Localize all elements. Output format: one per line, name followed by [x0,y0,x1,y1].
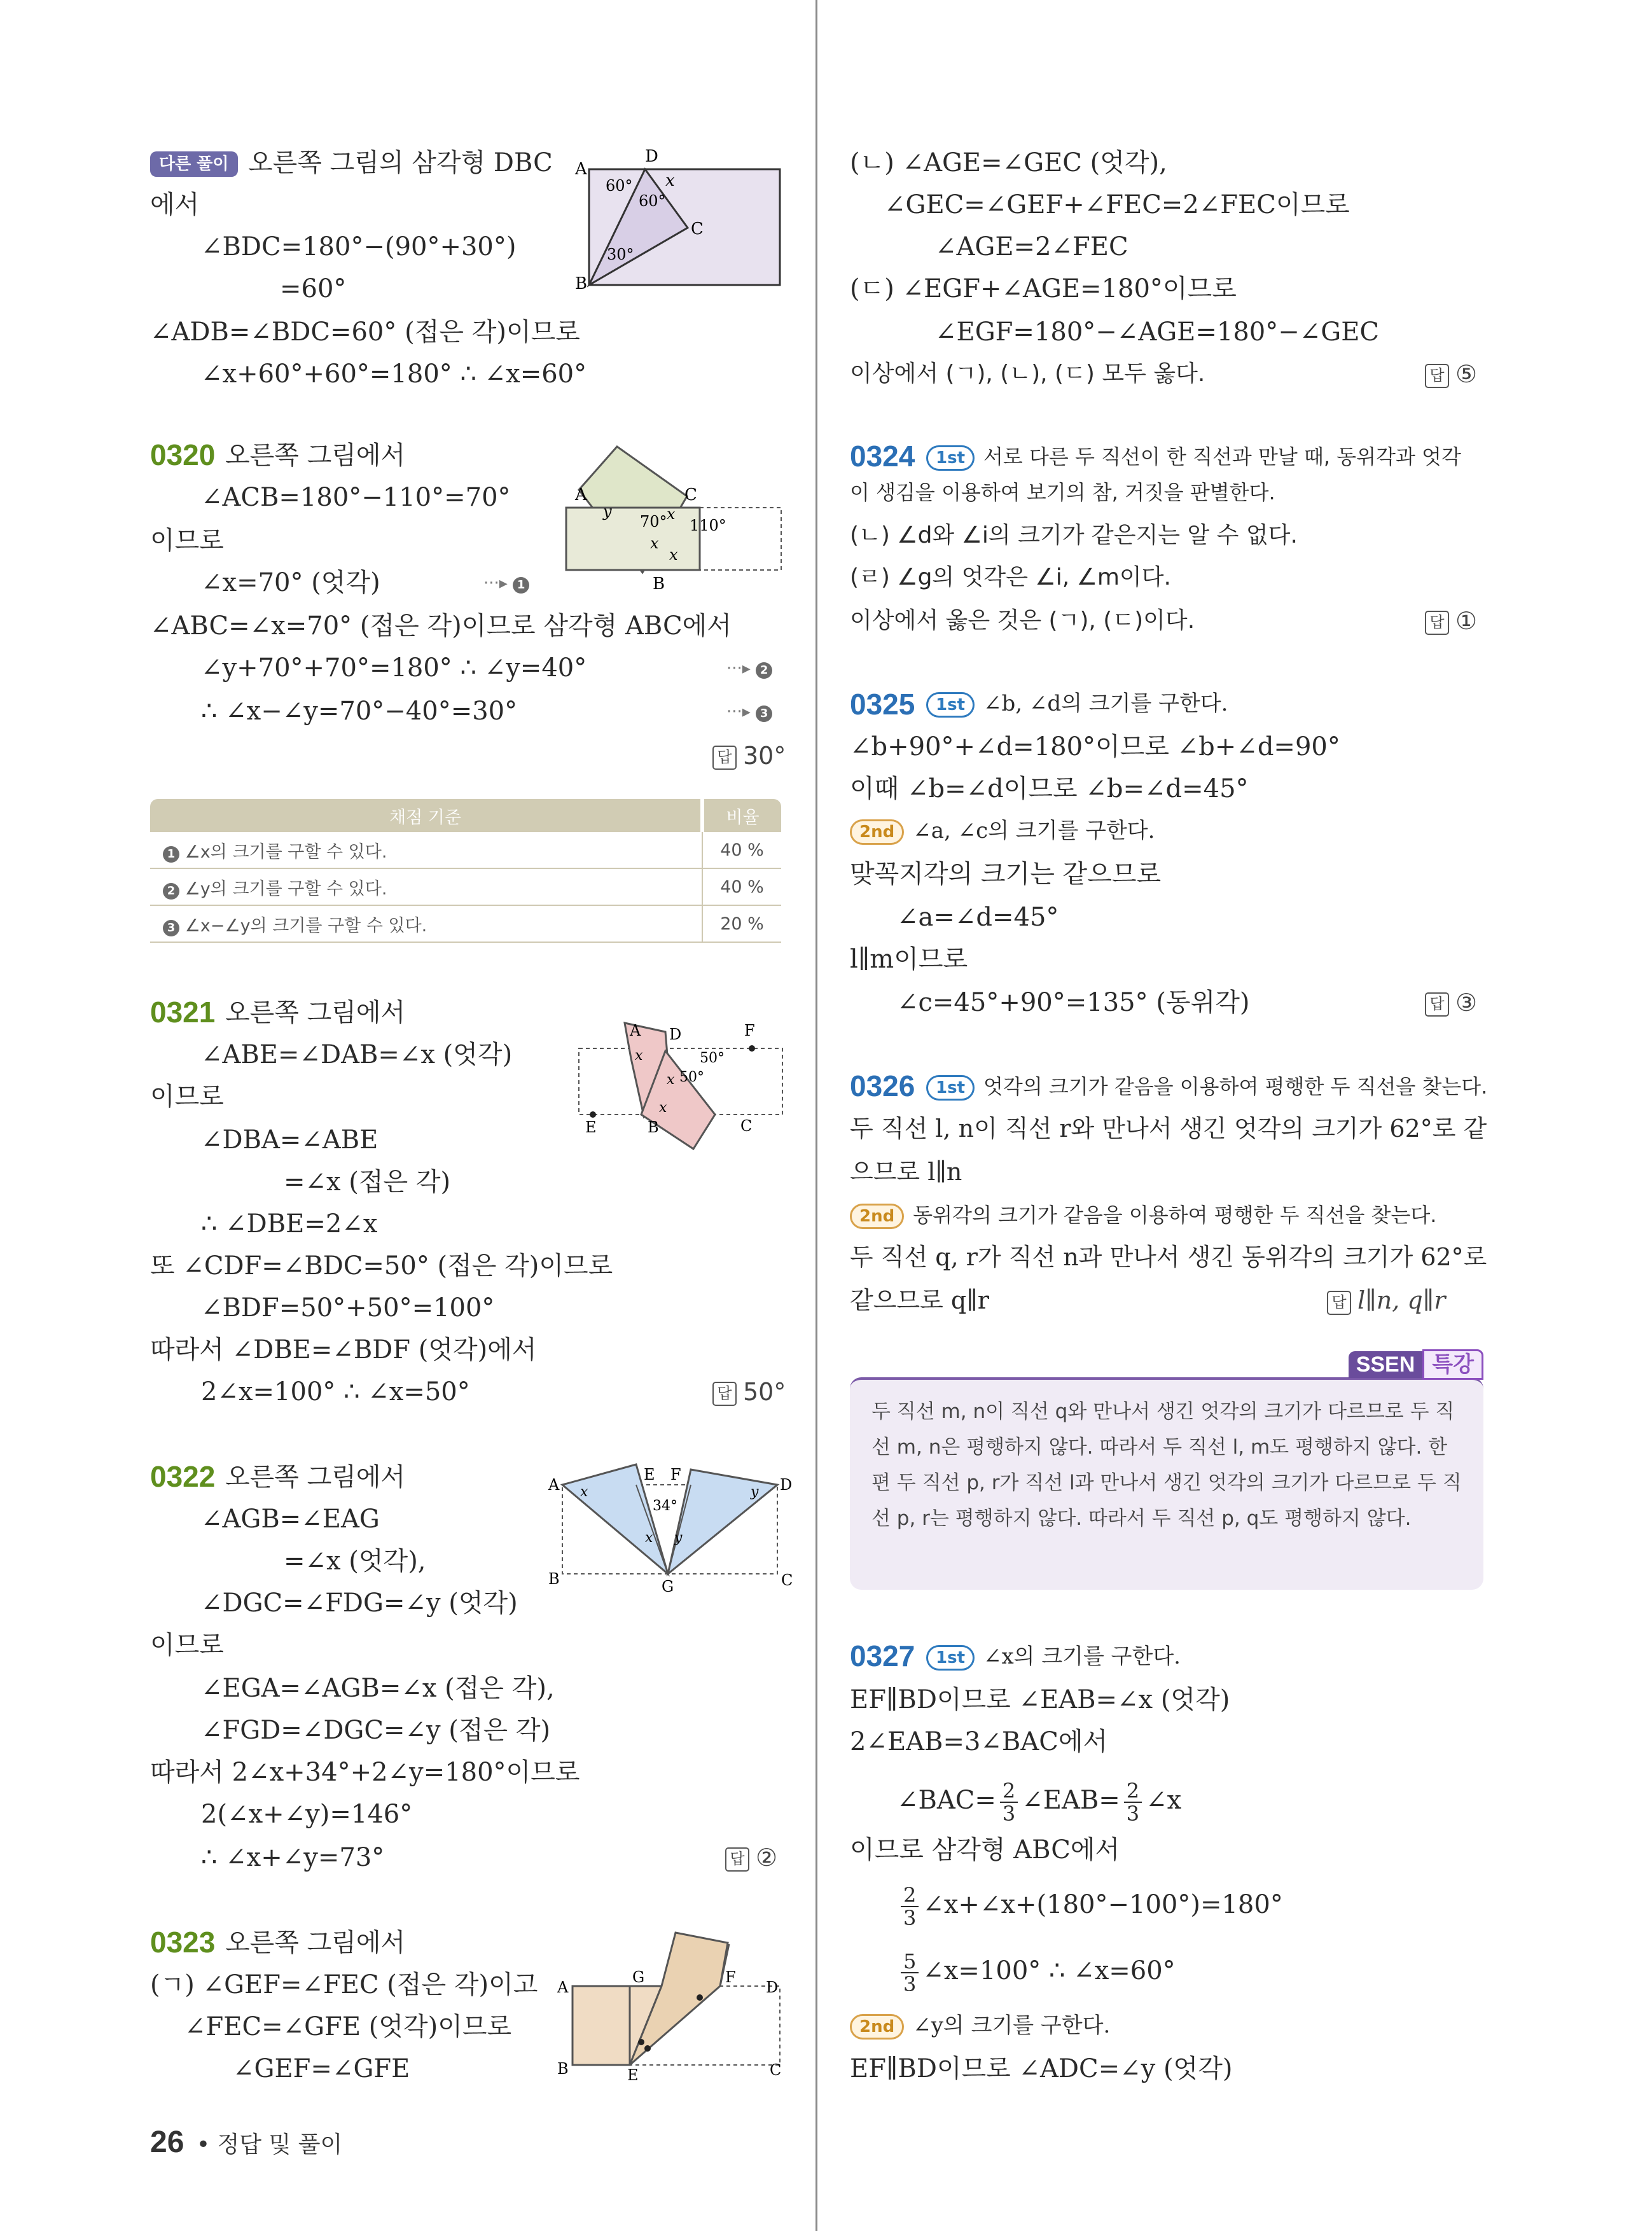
p0325-line: 1st ∠b, ∠d의 크기를 구한다. [926,688,1228,719]
p0327-line: 2nd ∠y의 크기를 구한다. [850,2010,1110,2041]
problem-number: 0320 [150,438,216,471]
p0322-figure [541,1457,793,1597]
label-A: A [575,160,587,179]
label-G: G [662,1578,674,1595]
answer: 답 ① [1425,606,1477,636]
p0325-line: ∠a=∠d=45° [897,903,1059,932]
p0320-line: ∠ABC=∠x=70° (접은 각)이므로 삼각형 ABC에서 [150,611,732,641]
p0321-figure [573,1018,789,1158]
cont-line: (ㄷ) ∠EGF+∠AGE=180°이므로 [850,274,1237,303]
problem-number: 0323 [150,1926,216,1959]
p0327-line: ∠BAC= $\frac{2}{3}$ ∠EAB= $\frac{2}{3}$ ∠x [897,1779,1182,1826]
p0324-line: 이 생김을 이용하여 보기의 참, 거짓을 판별한다. [850,480,1275,504]
p0321-line: 오른쪽 그림에서 [225,998,406,1027]
alt-solution-tag: 다른 풀이 [150,151,238,177]
answer: 답 ② [725,1842,777,1873]
p0324-line: 이상에서 옳은 것은 (ㄱ), (ㄷ)이다. [850,608,1195,634]
p0323-line: ∠GEF=∠GFE [233,2054,410,2083]
label-D: D [766,1978,779,1996]
p0323-line: ∠FEC=∠GFE (엇각)이므로 [184,2012,512,2041]
angle-60: 60° [606,177,633,195]
p0322-line: 2(∠x+∠y)=146° [201,1800,413,1829]
p0323-figure [553,1928,789,2084]
alt-line: ∠x+60°+60°=180° ∴ ∠x=60° [201,359,587,389]
p0327-line: 2∠EAB=3∠BAC에서 [850,1727,1108,1756]
p0325-line: ∠c=45°+90°=135° (동위각) [897,988,1250,1017]
problem-number: 0326 [850,1069,915,1102]
p0321-line: ∴ ∠DBE=2∠x [201,1209,378,1239]
p0326-line: 두 직선 q, r가 직선 n과 만나서 생긴 동위각의 크기가 62°로 [850,1243,1487,1271]
label-E: E [644,1466,655,1484]
ssen-title: SSEN 특강 [1349,1347,1483,1378]
angle-y2: y [674,1530,683,1546]
label-C: C [684,485,697,504]
p0321-line: ∠DBA=∠ABE [201,1125,378,1155]
angle-y: y [751,1484,759,1500]
problem-number: 0327 [850,1639,915,1672]
p0320-line: ∴ ∠x−∠y=70°−40°=30° [201,697,518,726]
label-E: E [585,1118,597,1136]
problem-number: 0322 [150,1460,216,1493]
p0327-line: $\frac{2}{3}$ ∠x+∠x+(180°−100°)=180° [897,1879,1283,1930]
table-row: 3 ∠x−∠y의 크기를 구할 수 있다. 20 % [150,905,781,942]
cont-line: 이상에서 (ㄱ), (ㄴ), (ㄷ) 모두 옳다. [850,361,1205,387]
angle-34: 34° [653,1498,677,1514]
footer-label: 정답 및 풀이 [217,2132,343,2158]
problem-number: 0321 [150,996,216,1029]
label-B: B [653,574,665,594]
p0321-line: =∠x (접은 각) [284,1167,451,1197]
angle-50: 50° [700,1050,725,1066]
p0321-line: 또 ∠CDF=∠BDC=50° (접은 각)이므로 [150,1251,613,1281]
p0322-line: 따라서 2∠x+34°+2∠y=180°이므로 [150,1758,580,1787]
label-B: B [548,1570,560,1588]
p0320-line: ∠ACB=180°−110°=70° [201,483,511,512]
answer: 답 l∥n, q∥r [1327,1285,1445,1316]
label-D: D [645,147,658,166]
label-B: B [575,274,588,293]
p0322-line: 이므로 [150,1630,224,1660]
p0320-line: ∠y+70°+70°=180° ∴ ∠y=40° [201,653,587,683]
p0321-line: ∠ABE=∠DAB=∠x (엇각) [201,1040,513,1069]
p0320-line: 오른쪽 그림에서 [225,441,406,470]
alt-line: =60° [280,274,347,303]
p0321-line: 2∠x=100° ∴ ∠x=50° [201,1377,470,1407]
angle-70: 70° [640,513,667,531]
angle-y: y [603,503,612,520]
p0324-line: (ㄹ) ∠g의 엇각은 ∠i, ∠m이다. [850,564,1171,590]
ssen-text: 두 직선 m, n이 직선 q와 만나서 생긴 엇각의 크기가 다르므로 두 직선 m, n은 평행하지 않다. 따라서 두 직선 l, m도 평행하지 않다. 한편 두 직선 p, r가 직선 l과 만나서 생긴 엇각의 크기가 다르므로 두 직선 p, r는 평행하지 않다. 따라서 두 직선 p, q도 평행하지 않다. [871,1400,1462,1530]
cont-line: ∠AGE=2∠FEC [935,232,1128,261]
p0325-line: 맞꼭지각의 크기는 같으므로 [850,859,1162,889]
label-A: A [575,485,587,504]
alt-line: ∠BDC=180°−(90°+30°) [201,232,517,261]
angle-x2: x [659,1100,667,1116]
cont-line: ∠GEC=∠GEF+∠FEC=2∠FEC이므로 [884,190,1350,219]
label-G: G [632,1968,645,1986]
angle-x: x [667,505,676,523]
alt-line: 에서 [150,190,200,219]
label-B: B [557,2060,569,2078]
p0325-line: 이때 ∠b=∠d이므로 ∠b=∠d=45° [850,774,1249,803]
label-D: D [669,1025,682,1043]
answer: 답 ⑤ [1425,359,1477,389]
p0321-line: 따라서 ∠DBE=∠BDF (엇각)에서 [150,1335,537,1365]
p0326-line: 같으므로 q∥r [850,1286,989,1314]
angle-x3: x [669,546,678,564]
p0323-line: (ㄱ) ∠GEF=∠FEC (접은 각)이고 [150,1970,538,1999]
angle-x: x [580,1484,588,1500]
angle-x: x [665,171,675,190]
column-divider [816,0,817,2231]
grading-header: 채점 기준 [150,799,702,832]
step-marker: ···▸ 2 [726,659,772,679]
label-B: B [648,1118,659,1136]
p0322-line: ∠FGD=∠DGC=∠y (접은 각) [201,1716,551,1745]
alt-figure [570,145,786,298]
angle-50b: 50° [679,1069,704,1085]
alt-line: ∠ADB=∠BDC=60° (접은 각)이므로 [150,317,580,347]
angle-x2: x [650,534,659,552]
answer: 답 ③ [1425,987,1477,1018]
p0320-line: 이므로 [150,526,224,555]
label-C: C [781,1571,793,1589]
label-C: C [740,1117,753,1135]
p0322-line: 오른쪽 그림에서 [225,1463,406,1492]
label-F: F [670,1466,681,1484]
p0322-line: =∠x (엇각), [284,1546,426,1576]
p0326-line: 두 직선 l, n이 직선 r와 만나서 생긴 엇각의 크기가 62°로 같 [850,1115,1487,1143]
p0324-line: 1st 서로 다른 두 직선이 한 직선과 만날 때, 동위각과 엇각 [926,441,1461,472]
alt-line: 오른쪽 그림의 삼각형 DBC [248,148,553,177]
cont-line: (ㄴ) ∠AGE=∠GEC (엇각), [850,148,1167,177]
answer: 답 30° [712,740,786,771]
p0327-line: EF∥BD이므로 ∠ADC=∠y (엇각) [850,2054,1233,2083]
label-A: A [548,1476,560,1494]
label-C: C [691,219,704,239]
grading-header: 비율 [702,799,781,832]
p0322-line: ∠DGC=∠FDG=∠y (엇각) [201,1588,518,1618]
angle-110: 110° [690,517,726,534]
page-footer [150,2125,342,2160]
table-row: 1 ∠x의 크기를 구할 수 있다. 40 % [150,832,781,868]
p0322-line: ∠AGB=∠EAG [201,1505,380,1534]
answer: 답 50° [712,1377,786,1407]
problem-number: 0324 [850,440,915,473]
label-D: D [780,1476,793,1494]
step-marker: ···▸ 1 [483,574,529,594]
label-A: A [630,1022,641,1039]
label-A: A [557,1978,569,1996]
p0321-line: ∠BDF=50°+50°=100° [201,1293,495,1323]
p0327-line: 1st ∠x의 크기를 구한다. [926,1641,1181,1672]
angle-x2: x [645,1530,653,1546]
p0324-line: (ㄴ) ∠d와 ∠i의 크기가 같은지는 알 수 없다. [850,522,1298,548]
p0327-line: 이므로 삼각형 ABC에서 [850,1835,1120,1865]
p0321-line: 이므로 [150,1082,224,1111]
p0326-line: 2nd 동위각의 크기가 같음을 이용하여 평행한 두 직선을 찾는다. [850,1200,1436,1230]
step-marker: ···▸ 3 [726,702,772,722]
p0323-line: 오른쪽 그림에서 [225,1928,406,1957]
table-row: 2 ∠y의 크기를 구할 수 있다. 40 % [150,868,781,905]
angle-x: x [635,1048,643,1064]
p0325-line: ∠b+90°+∠d=180°이므로 ∠b+∠d=90° [850,732,1340,761]
grading-table [150,799,781,943]
label-E: E [627,2066,639,2084]
label-C: C [770,2061,782,2079]
p0325-line: 2nd ∠a, ∠c의 크기를 구한다. [850,816,1155,846]
angle-x3: x [667,1072,675,1088]
footer-bullet: • [196,2132,211,2158]
p0327-line: $\frac{5}{3}$ ∠x=100° ∴ ∠x=60° [897,1945,1176,1996]
p0320-figure [560,439,789,592]
p0327-line: EF∥BD이므로 ∠EAB=∠x (엇각) [850,1685,1230,1714]
p0322-line: ∴ ∠x+∠y=73° [201,1843,385,1872]
label-F: F [744,1022,755,1039]
p0325-line: l∥m이므로 [850,945,968,974]
p0322-line: ∠EGA=∠AGB=∠x (접은 각), [201,1674,555,1703]
label-F: F [725,1968,736,1986]
angle-60b: 60° [639,192,666,210]
p0326-line: 1st 엇각의 크기가 같음을 이용하여 평행한 두 직선을 찾는다. [926,1071,1487,1102]
p0320-line: ∠x=70° (엇각) [201,568,380,597]
page-number: 26 [150,2125,184,2159]
problem-number: 0325 [850,688,915,721]
cont-line: ∠EGF=180°−∠AGE=180°−∠GEC [935,317,1380,347]
p0326-line: 으므로 l∥n [850,1158,962,1186]
ssen-special-box [850,1352,1483,1590]
angle-30: 30° [607,246,634,263]
